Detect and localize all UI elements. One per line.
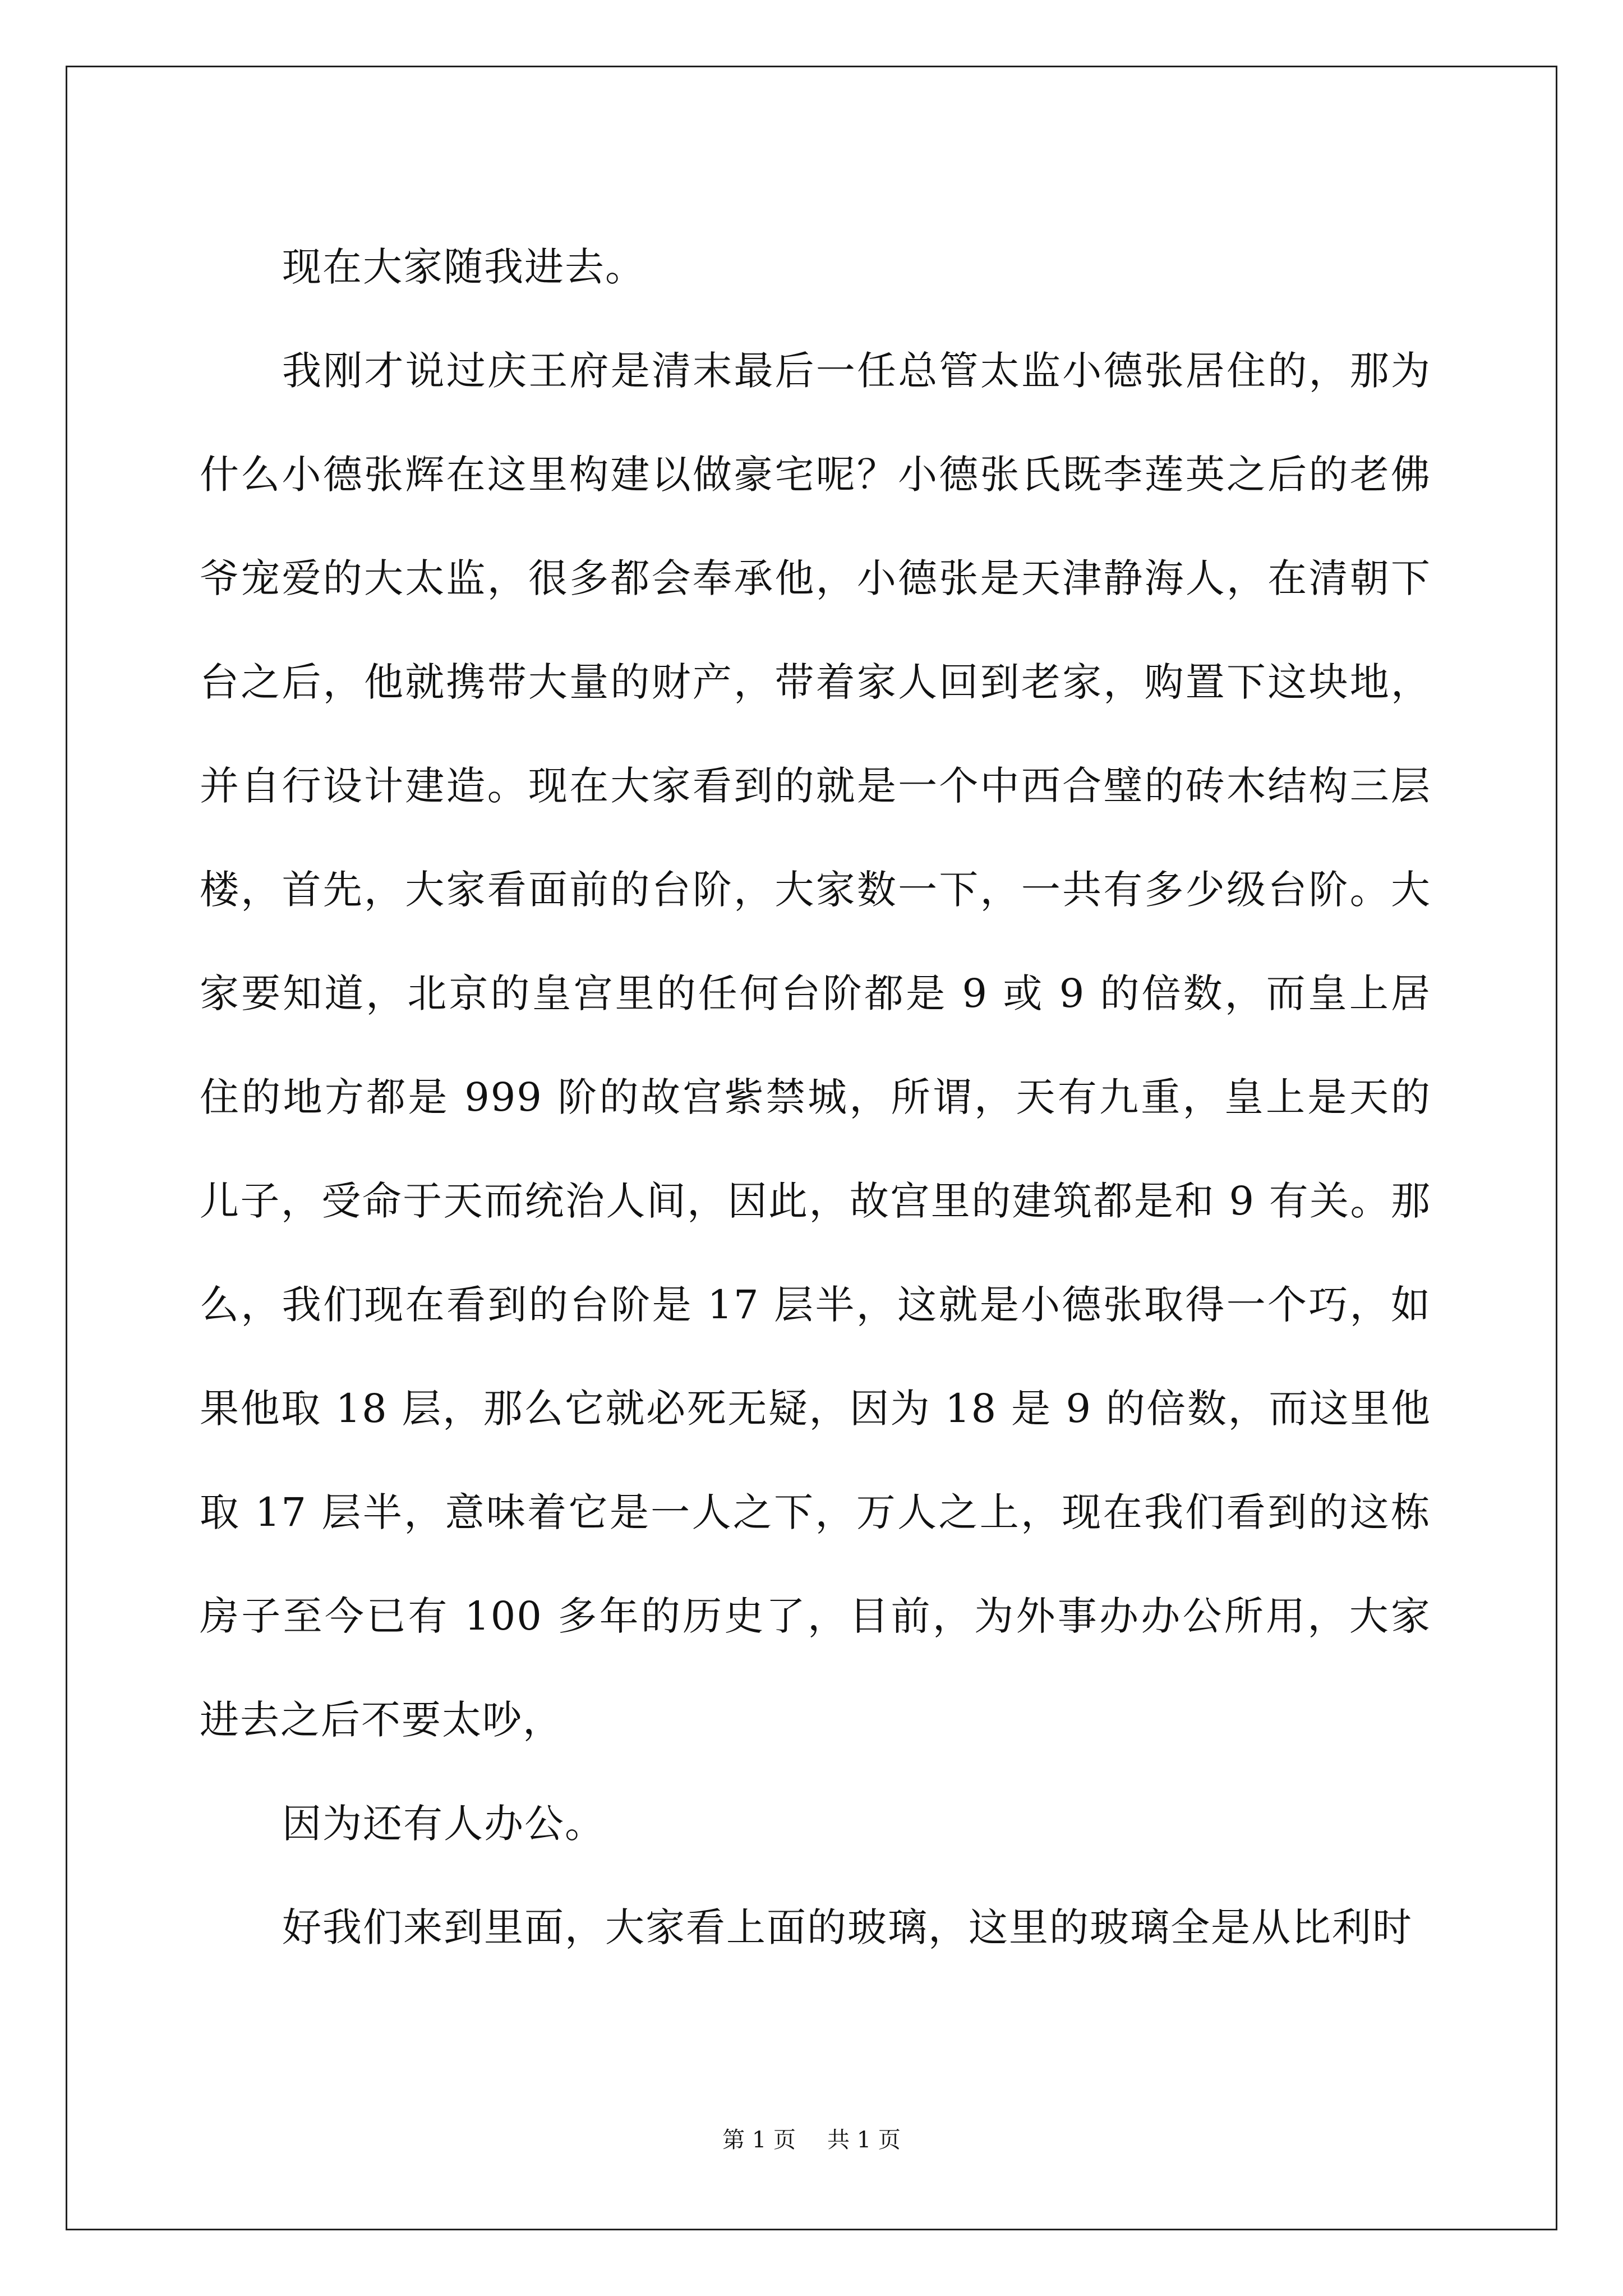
- paragraph-office: 因为还有人办公。: [282, 1801, 605, 1847]
- page-total: 共 1 页: [827, 2127, 901, 2153]
- paragraph-main: 我刚才说过庆王府是清末最后一任总管太监小德张居住的，那为什么小德张辉在这里构建以做豪宅呢？小德张氏既李莲英之后的老佛爷宠爱的大太监，很多都会奉承他，小德张是天津静海人，在清朝下台之后，他就携带大量的财产，带着家人回到老家，购置下这块地，并自行设计建造。现在大家看到的就是一个中西合璧的砖木结构三层楼，首先，大家看面前的台阶，大家数一下，一共有多少级台阶。大家要知道，北京的皇宫里的任何台阶都是 9 或 9 的倍数，而皇上居住的地方都是 999 阶的故宫紫禁城，所谓，天有九重，皇上是天的儿子，受命于天而统治人间，因此，故宫里的建筑都是和 9 有关。那么，我们现在看到的台阶是 17 层半，这就是小德张取得一个巧，如果他取 18 层，那么它就必死无疑，因为 18 是 9 的倍数，而这里他取 17 层半，意味着它是一人之下，万人之上，现在我们看到的这栋房子至今已有 100 多年的历史了，目前，为外事办办公所用，大家进去之后不要太吵，: [200, 348, 1431, 1743]
- page-number: 第 1 页: [722, 2127, 796, 2153]
- paragraph-intro: 现在大家随我进去。: [282, 244, 645, 290]
- page-footer: [0, 2126, 1623, 2154]
- paragraph-glass: 好我们来到里面，大家看上面的玻璃，这里的玻璃全是从比利时: [282, 1904, 1413, 1950]
- document-body: [200, 215, 1431, 1980]
